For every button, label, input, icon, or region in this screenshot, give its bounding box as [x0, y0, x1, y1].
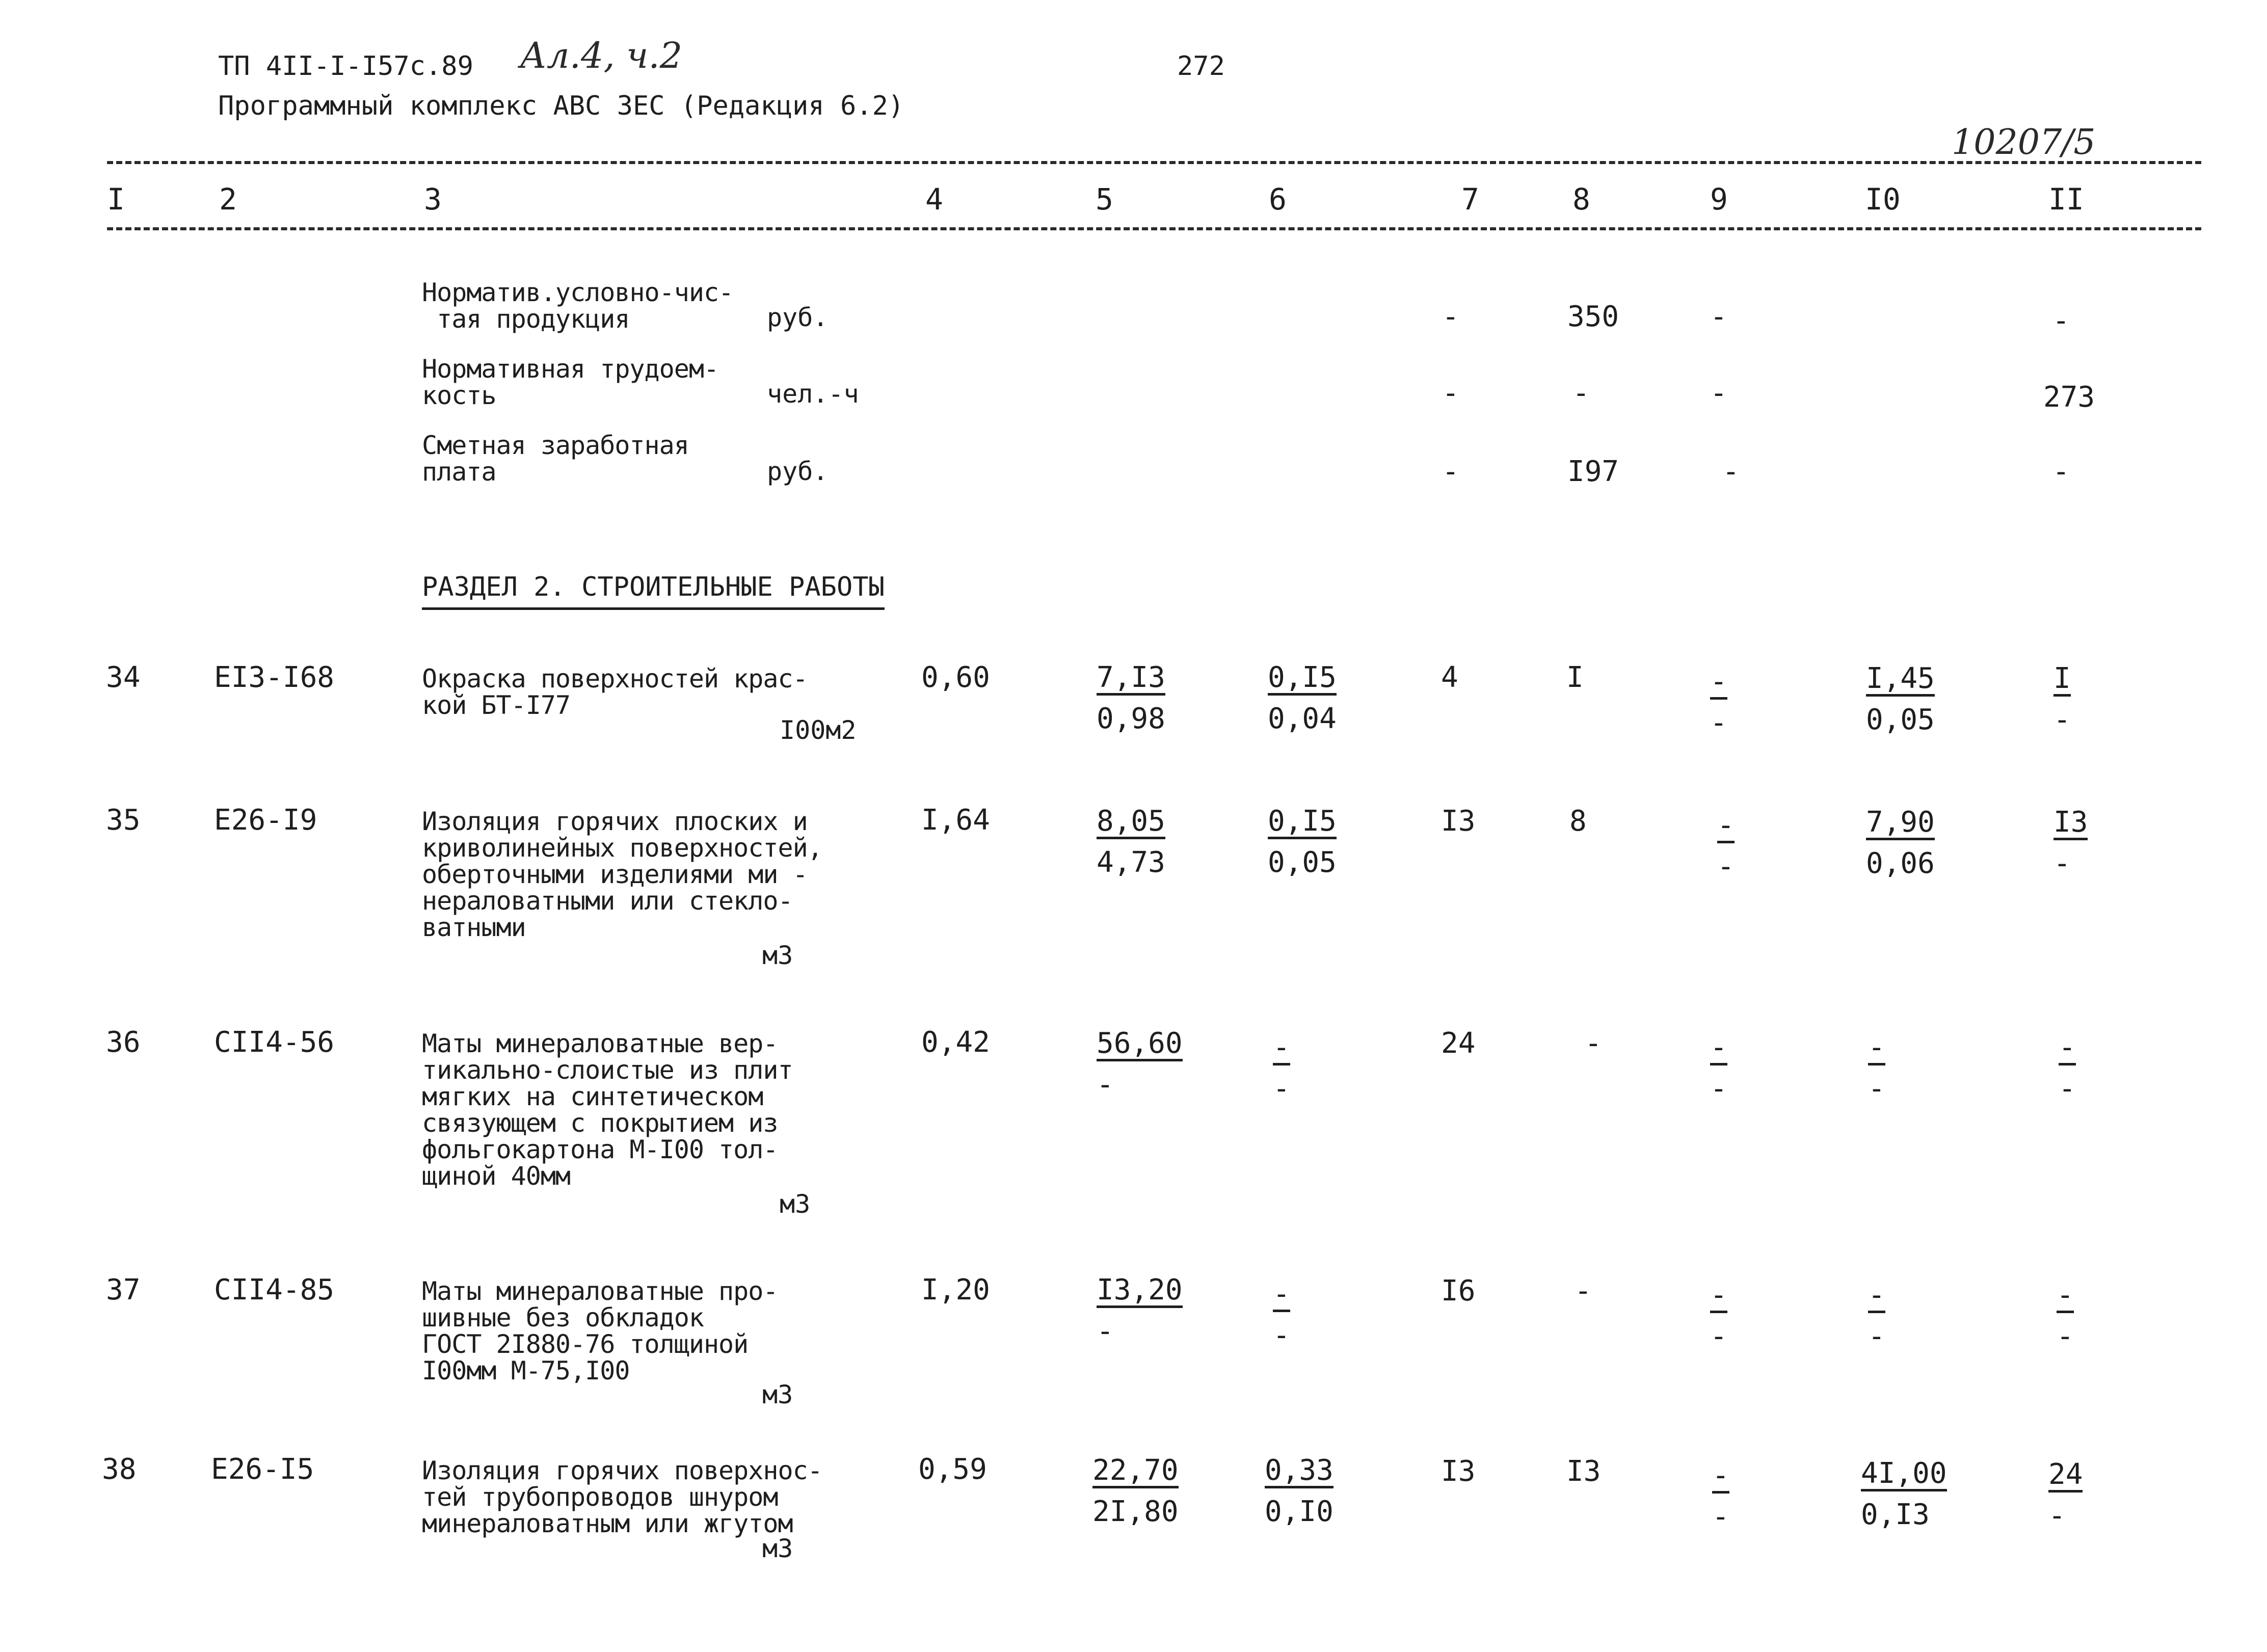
col5-top: 22,70 — [1092, 1456, 1179, 1488]
row-col8: 8 — [1569, 805, 1587, 838]
row-col8: - — [1585, 1027, 1602, 1060]
col9-top: - — [1712, 1461, 1729, 1494]
cell-col5 — [1097, 807, 1165, 877]
col6-top: 0,I5 — [1268, 807, 1337, 839]
software-line: Программный комплекс АВС 3ЕС (Редакция 6.2) — [218, 91, 904, 121]
col-header-8: 8 — [1572, 182, 1590, 217]
cell-col9 — [1717, 811, 1735, 881]
col-header-4: 4 — [925, 182, 943, 217]
row-quantity: I,20 — [921, 1273, 990, 1307]
row-col8: - — [1575, 1274, 1592, 1308]
col11-top: I3 — [2053, 808, 2088, 840]
col10-bottom: 0,05 — [1866, 703, 1935, 736]
row-code: CII4-56 — [214, 1026, 335, 1059]
col5-bottom: 2I,80 — [1092, 1495, 1179, 1528]
cell-col5 — [1097, 663, 1165, 733]
col10-top: - — [1868, 1033, 1885, 1065]
row-col7: I3 — [1441, 805, 1476, 838]
cell-col9 — [1712, 1461, 1729, 1531]
col-header-2: 2 — [219, 182, 237, 217]
cell-col10 — [1868, 1278, 1885, 1353]
summary-label: Нормативная трудоем- кость — [422, 354, 719, 410]
cell-col10 — [1861, 1459, 1947, 1529]
row-description: Изоляция горячих плоских и криволинейных поверхностей, оберточными изделиями ми - нераловатными или стекло- ватными — [422, 807, 822, 942]
summary-c8: I97 — [1567, 455, 1619, 488]
cell-col5 — [1092, 1456, 1179, 1526]
cell-col11 — [2059, 1033, 2076, 1103]
cell-col6 — [1273, 1277, 1290, 1352]
col10-top: I,45 — [1866, 664, 1935, 697]
col-header-6: 6 — [1269, 182, 1287, 217]
col10-top: - — [1868, 1281, 1885, 1313]
row-unit: I00м2 — [780, 715, 857, 745]
col5-bottom: 0,98 — [1097, 702, 1165, 735]
row-number: 38 — [102, 1453, 137, 1486]
col9-top: - — [1710, 668, 1727, 700]
col5-top: 56,60 — [1097, 1029, 1183, 1061]
col9-bottom: - — [1717, 850, 1735, 883]
col5-bottom: - — [1097, 1315, 1114, 1348]
col9-top: - — [1717, 811, 1735, 843]
col5-bottom: - — [1097, 1068, 1114, 1101]
col9-top: - — [1710, 1281, 1727, 1313]
col10-bottom: 0,I3 — [1861, 1498, 1930, 1531]
row-code: E26-I9 — [214, 804, 317, 837]
row-quantity: 0,42 — [921, 1026, 990, 1059]
cell-col11 — [2048, 1460, 2083, 1530]
col5-top: 7,I3 — [1097, 663, 1165, 696]
col-header-5: 5 — [1096, 182, 1113, 217]
summary-c7: - — [1442, 300, 1459, 333]
col6-bottom: 0,I0 — [1265, 1495, 1333, 1528]
col9-bottom: - — [1712, 1500, 1729, 1533]
summary-c8: 350 — [1567, 300, 1619, 333]
summary-unit: руб. — [767, 457, 829, 486]
row-col7: 4 — [1441, 661, 1458, 694]
row-description: Окраска поверхностей крас- кой БТ-I77 — [422, 664, 808, 720]
cell-col10 — [1868, 1033, 1885, 1103]
col5-bottom: 4,73 — [1097, 846, 1165, 879]
summary-c9: - — [1710, 377, 1727, 410]
cell-col6 — [1268, 807, 1337, 877]
row-col7: I6 — [1441, 1274, 1476, 1308]
col6-top: - — [1273, 1033, 1290, 1065]
summary-c9: - — [1710, 300, 1727, 333]
row-unit: м3 — [762, 1380, 793, 1409]
col6-bottom: - — [1273, 1072, 1290, 1105]
row-col8: I — [1566, 661, 1584, 694]
summary-unit: чел.-ч — [767, 379, 859, 409]
row-description: Маты минераловатные про- шивные без обкладок ГОСТ 2I880-76 толщиной I00мм М-75,I00 — [422, 1276, 778, 1385]
col10-bottom: - — [1868, 1072, 1885, 1105]
col5-top: 8,05 — [1097, 807, 1165, 839]
summary-c11: - — [2052, 304, 2070, 337]
col6-bottom: - — [1273, 1319, 1290, 1352]
row-unit: м3 — [762, 1534, 793, 1563]
col-header-1: I — [107, 182, 125, 217]
col11-bottom: - — [2048, 1499, 2066, 1532]
stamp-number: 10207/5 — [1952, 122, 2096, 163]
row-col8: I3 — [1566, 1455, 1601, 1488]
row-unit: м3 — [780, 1189, 811, 1219]
row-number: 34 — [106, 661, 141, 694]
col-header-3: 3 — [424, 182, 442, 217]
col11-bottom: - — [2053, 847, 2071, 880]
cell-col5 — [1097, 1273, 1183, 1348]
cell-col9 — [1710, 665, 1727, 739]
col-header-7: 7 — [1461, 182, 1479, 217]
col10-top: 4I,00 — [1861, 1459, 1947, 1491]
summary-c7: - — [1442, 455, 1459, 488]
header-rule-bottom — [107, 227, 2201, 230]
col10-bottom: - — [1868, 1320, 1885, 1353]
row-description: Изоляция горячих поверхнос- тей трубопроводов шнуром минераловатным или жгутом — [422, 1456, 822, 1538]
summary-c8: - — [1572, 377, 1590, 410]
col5-top: I3,20 — [1097, 1276, 1183, 1308]
col10-bottom: 0,06 — [1866, 847, 1935, 880]
cell-col5 — [1097, 1029, 1183, 1099]
row-unit: м3 — [762, 941, 793, 970]
col-header-9: 9 — [1710, 182, 1728, 217]
col6-top: - — [1273, 1280, 1290, 1312]
col11-bottom: - — [2057, 1320, 2074, 1353]
cell-col9 — [1710, 1278, 1727, 1353]
row-code: E26-I5 — [211, 1453, 314, 1486]
row-code: CII4-85 — [214, 1273, 335, 1307]
cell-col9 — [1710, 1033, 1727, 1103]
header-rule-top — [107, 161, 2201, 164]
col-header-11: II — [2048, 182, 2084, 217]
cell-col10 — [1866, 664, 1935, 734]
col11-bottom: - — [2053, 703, 2071, 736]
cell-col6 — [1268, 663, 1337, 733]
cell-col6 — [1273, 1033, 1290, 1103]
col9-bottom: - — [1710, 1072, 1727, 1105]
col6-bottom: 0,04 — [1268, 702, 1337, 735]
col10-top: 7,90 — [1866, 808, 1935, 840]
row-number: 35 — [106, 804, 141, 837]
col6-top: 0,I5 — [1268, 663, 1337, 696]
doc-code: ТП 4II-I-I57с.89 — [218, 51, 473, 82]
col6-top: 0,33 — [1265, 1456, 1333, 1488]
row-number: 36 — [106, 1026, 141, 1059]
row-col7: I3 — [1441, 1455, 1476, 1488]
col11-bottom: - — [2059, 1072, 2076, 1105]
summary-c9: - — [1722, 455, 1740, 488]
col9-bottom: - — [1710, 706, 1727, 739]
summary-label: Сметная заработная плата — [422, 431, 689, 487]
row-description: Маты минераловатные вер- тикально-слоистые из плит мягких на синтетическом связующем с покрытием из фольгокартона М-I00 тол- щиной 40мм — [422, 1029, 793, 1191]
row-number: 37 — [106, 1273, 141, 1307]
col-header-10: I0 — [1865, 182, 1901, 217]
summary-c11: - — [2052, 455, 2070, 488]
col9-top: - — [1710, 1033, 1727, 1065]
summary-c11: 273 — [2043, 381, 2095, 414]
row-quantity: 0,60 — [921, 661, 990, 694]
col11-top: I — [2053, 664, 2071, 697]
row-col7: 24 — [1441, 1027, 1476, 1060]
summary-c7: - — [1442, 377, 1459, 410]
cell-col11 — [2053, 664, 2071, 734]
handwritten-ref: Ал.4, ч.2 — [520, 35, 683, 76]
col11-top: - — [2059, 1033, 2076, 1065]
section-title: РАЗДЕЛ 2. СТРОИТЕЛЬНЫЕ РАБОТЫ — [422, 572, 885, 610]
summary-unit: руб. — [767, 303, 829, 332]
row-quantity: 0,59 — [918, 1453, 987, 1486]
summary-label: Норматив.условно-чис- тая продукция — [422, 278, 734, 334]
col11-top: 24 — [2048, 1460, 2083, 1493]
col11-top: - — [2057, 1281, 2074, 1313]
row-code: EI3-I68 — [214, 661, 335, 694]
cell-col11 — [2053, 808, 2088, 878]
row-quantity: I,64 — [921, 804, 990, 837]
cell-col10 — [1866, 808, 1935, 878]
cell-col11 — [2057, 1278, 2074, 1353]
page-number: 272 — [1177, 51, 1225, 82]
cell-col6 — [1265, 1456, 1333, 1526]
col9-bottom: - — [1710, 1320, 1727, 1353]
col6-bottom: 0,05 — [1268, 846, 1337, 879]
